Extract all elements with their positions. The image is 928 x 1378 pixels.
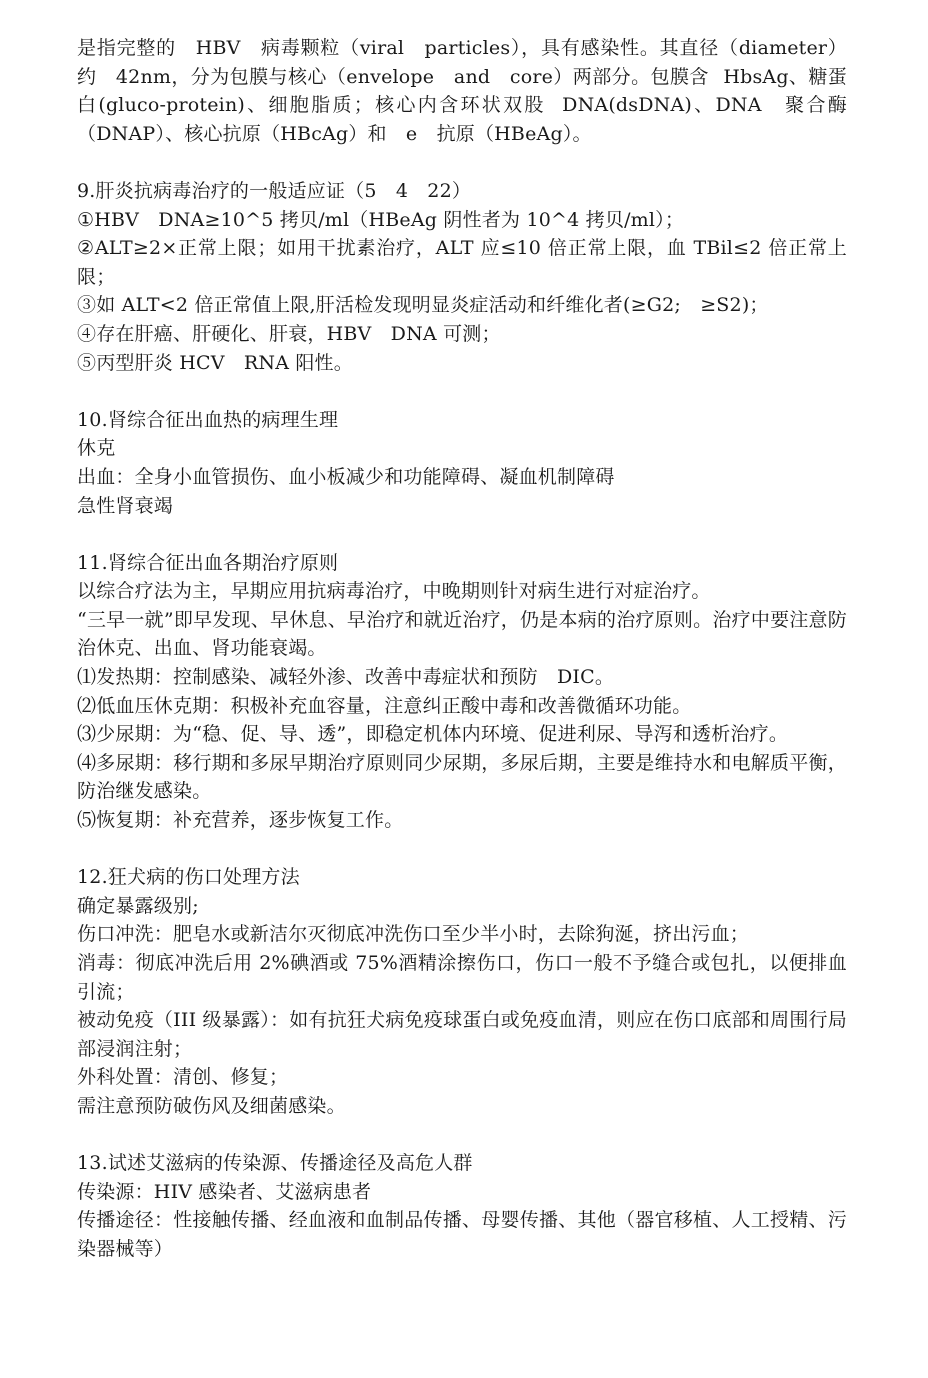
list-item: “三早一就”即早发现、早休息、早治疗和就近治疗，仍是本病的治疗原则。治疗中要注意防治休克、出血、肾功能衰竭。 [77,608,847,660]
document-page [77,34,847,1264]
list-item: ②ALT≥2×正常上限；如用干扰素治疗，ALT 应≤10 倍正常上限，血 TBil≤2 倍正常上限； [77,237,847,288]
list-item: ⑴发热期：控制感染、减轻外渗、改善中毒症状和预防 DIC。 [77,666,615,689]
section-title: 12.狂犬病的伤口处理方法 [77,866,300,889]
section-9 [77,177,847,377]
list-item: 以综合疗法为主，早期应用抗病毒治疗，中晚期则针对病生进行对症治疗。 [77,580,711,603]
list-item: 需注意预防破伤风及细菌感染。 [77,1094,346,1117]
list-item: 急性肾衰竭 [77,494,174,517]
list-item: ⑤丙型肝炎 HCV RNA 阳性。 [77,351,353,374]
list-item: ④存在肝癌、肝硬化、肝衰，HBV DNA 可测； [77,322,501,345]
list-item: 确定暴露级别; [77,894,199,917]
list-item: ⑸恢复期：补充营养，逐步恢复工作。 [77,809,404,832]
list-item: ⑶少尿期：为“稳、促、导、透”，即稳定机体内环境、促进利尿、导泻和透析治疗。 [77,723,789,746]
section-10 [77,406,847,520]
list-item: 消毒：彻底冲洗后用 2%碘酒或 75%酒精涂擦伤口，伤口一般不予缝合或包扎，以便排血引流； [77,952,847,1003]
list-item: ③如 ALT<2 倍正常值上限,肝活检发现明显炎症活动和纤维化者(≥G2; ≥S2)； [77,294,769,317]
section-12 [77,863,847,1120]
list-item: 传染源：HIV 感染者、艾滋病患者 [77,1180,372,1203]
list-item: 被动免疫（III 级暴露）：如有抗狂犬病免疫球蛋白或免疫血清，则应在伤口底部和周围行局部浸润注射； [77,1009,847,1060]
section-title: 13.试述艾滋病的传染源、传播途径及高危人群 [77,1152,473,1175]
intro-paragraph [77,34,847,148]
list-item: ①HBV DNA≥10^5 拷贝/ml（HBeAg 阴性者为 10^4 拷贝/ml）； [77,208,685,231]
intro-text: 是指完整的 HBV 病毒颗粒（viral particles），具有感染性。其直径（diameter）约 42nm，分为包膜与核心（envelope and core）两部分。包膜含 HbsAg、糖蛋白(gluco-protein)、细胞脂质；核心内含环状双股 DNA(dsDNA)、DNA 聚合酶（DNAP）、核心抗原（HBcAg）和 e 抗原（HBeAg）。 [77,37,847,145]
list-item: 伤口冲洗：肥皂水或新洁尔灭彻底冲洗伤口至少半小时，去除狗涎，挤出污血； [77,923,750,946]
section-title: 9.肝炎抗病毒治疗的一般适应证（5 4 22） [77,179,472,202]
section-13 [77,1149,847,1263]
list-item: ⑵低血压休克期：积极补充血容量，注意纠正酸中毒和改善微循环功能。 [77,694,692,717]
list-item: ⑷多尿期：移行期和多尿早期治疗原则同少尿期，多尿后期，主要是维持水和电解质平衡，防治继发感染。 [77,751,847,803]
section-11 [77,549,847,835]
list-item: 外科处置：清创、修复； [77,1066,289,1089]
list-item: 休克 [77,437,116,460]
list-item: 出血：全身小血管损伤、血小板减少和功能障碍、凝血机制障碍 [77,465,615,488]
section-title: 11.肾综合征出血各期治疗原则 [77,551,339,574]
list-item: 传播途径：性接触传播、经血液和血制品传播、母婴传播、其他（器官移植、人工授精、污染器械等） [77,1209,847,1260]
section-title: 10.肾综合征出血热的病理生理 [77,408,339,431]
